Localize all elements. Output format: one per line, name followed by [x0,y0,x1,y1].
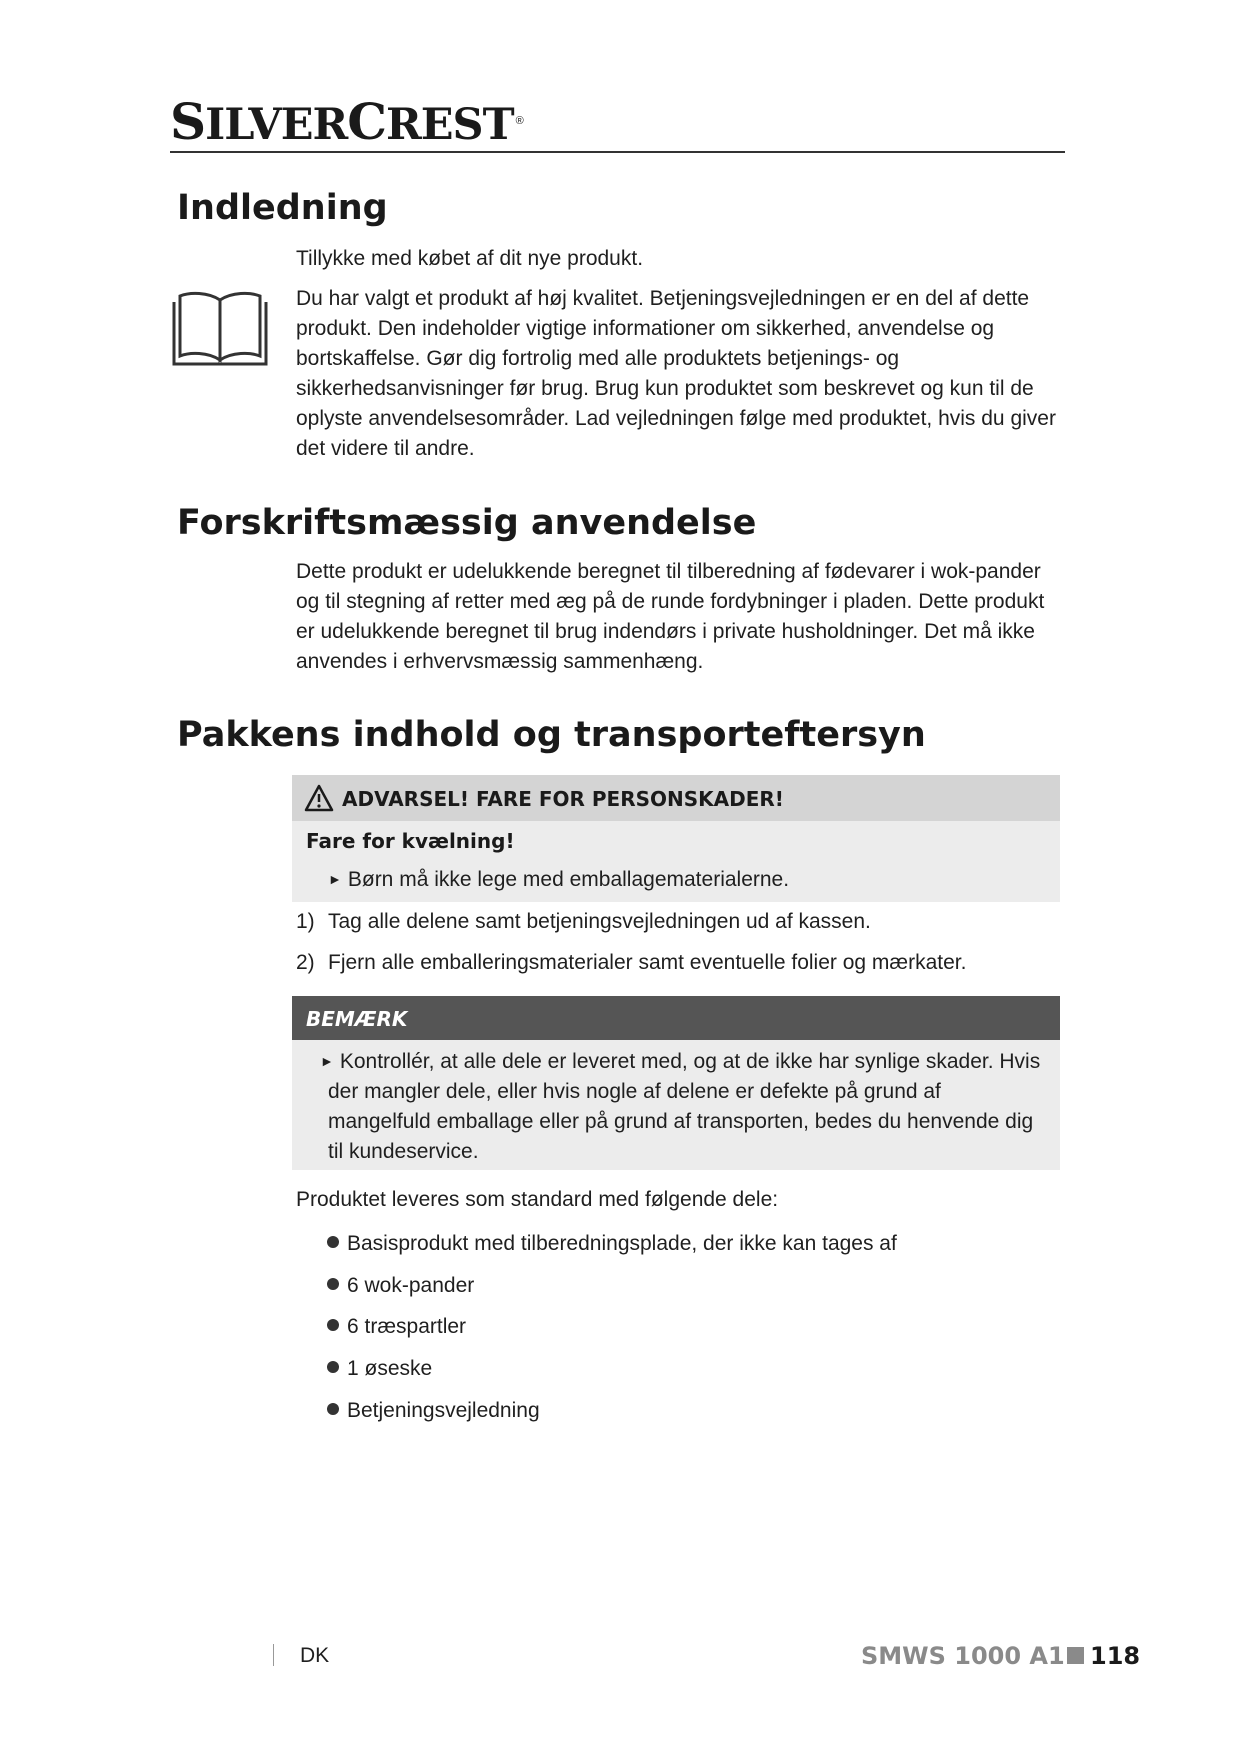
footer-language: DK [300,1644,330,1667]
bullet-icon [327,1361,339,1373]
note-body [320,1046,1048,1167]
warning-box [292,775,1060,902]
warning-subheading: Fare for kvælning! [306,829,515,853]
silvercrest-logo: SILVERCREST ® [170,92,524,151]
square-icon [1067,1647,1084,1664]
section-title-intro: Indledning [177,188,388,228]
list-item: Basisprodukt med tilberedningsplade, der ikke kan tages af [327,1232,897,1256]
intro-body: Du har valgt et produkt af høj kvalitet. Betjeningsvejledningen er en del af dette produkt. Den indeholder vigtige informationer om sikkerhed, anvendelse og bortskaffelse. Gør dig fortrolig med alle produktets betjenings- og sikkerhedsanvisninger før brug. Brug kun produktet som beskrevet og kun til de oplyste anvendelsesområder. Lad vejledningen følge med produktet, hvis du giver det videre til andre. [296,287,1056,460]
list-item: 1 øseske [327,1357,432,1381]
step-number: 1) [296,910,315,933]
note-heading: BEMÆRK [306,1007,408,1031]
list-item: Betjeningsvejledning [327,1399,540,1423]
step-text: Tag alle delene samt betjeningsvejledningen ud af kassen. [328,910,871,933]
bullet-icon [327,1236,339,1248]
step-item [296,910,871,934]
warning-triangle-icon [304,784,334,812]
section-title-package: Pakkens indhold og transporteftersyn [177,715,926,755]
list-item: 6 wok-pander [327,1274,474,1298]
note-header [292,996,1060,1040]
note-text: Kontrollér, at alle dele er leveret med, og at de ikke har synlige skader. Hvis der mangler dele, eller hvis nogle af delene er defekte på grund af mangelfuld emballage eller på grund af transporten, bedes du henvende dig til kundeservice. [328,1050,1041,1163]
arrow-right-icon: ► [320,1053,334,1069]
arrow-right-icon: ► [328,871,342,887]
note-box [292,996,1060,1170]
usage-body: Dette produkt er udelukkende beregnet til tilberedning af fødevarer i wok-pander og til stegning af retter med æg på de runde fordybninger i pladen. Dette produkt er udelukkende beregnet til brug indendørs i private husholdninger. Det må ikke anvendes i erhvervsmæssig sammenhæng. [296,560,1045,673]
page-number: 118 [1090,1642,1141,1670]
step-number: 2) [296,951,315,974]
list-item: 6 træspartler [327,1315,466,1339]
header-divider [170,151,1065,153]
step-text: Fjern alle emballeringsmaterialer samt eventuelle folier og mærkater. [328,951,967,974]
footer-divider [273,1644,274,1666]
footer-model: SMWS 1000 A1 [861,1642,1065,1670]
bullet-icon [327,1319,339,1331]
contents-intro: Produktet leveres som standard med følgende dele: [296,1188,779,1211]
step-item [296,951,966,975]
bullet-icon [327,1403,339,1415]
book-icon [170,286,270,368]
section-title-usage: Forskriftsmæssig anvendelse [177,503,757,543]
warning-item [328,864,789,895]
warning-header [292,775,1060,821]
intro-lead: Tillykke med købet af dit nye produkt. [296,247,644,270]
warning-item-text: Børn må ikke lege med emballagematerialerne. [347,868,790,891]
bullet-icon [327,1278,339,1290]
warning-heading: ADVARSEL! FARE FOR PERSONSKADER! [342,787,784,811]
